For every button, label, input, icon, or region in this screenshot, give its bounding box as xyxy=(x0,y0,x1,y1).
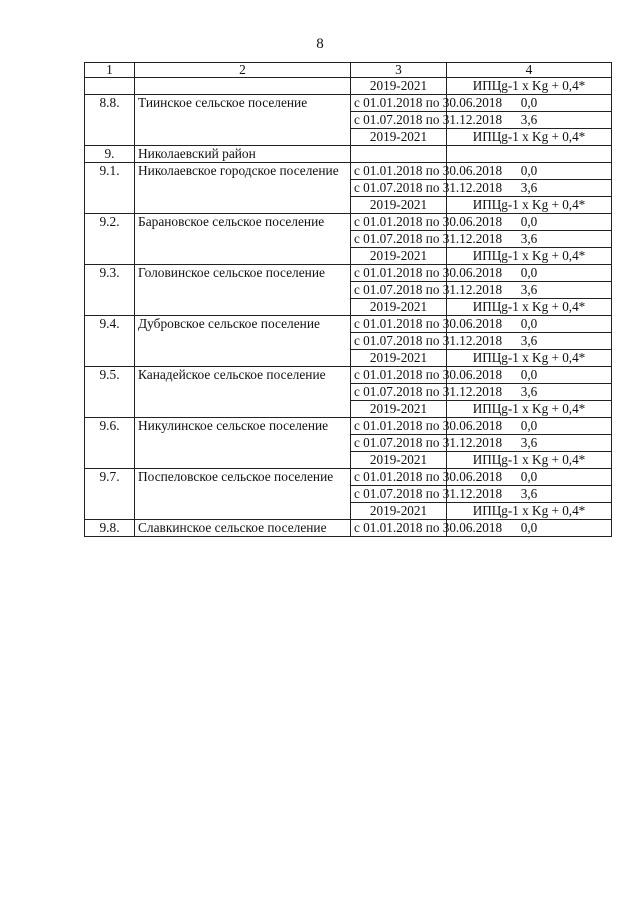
period-cell: с 01.07.2018 по 31.12.2018 xyxy=(351,384,447,401)
period-cell: с 01.07.2018 по 31.12.2018 xyxy=(351,435,447,452)
row-number-cell: 9.7. xyxy=(85,469,135,520)
value-cell: 3,6 xyxy=(447,486,612,503)
period-cell: 2019-2021 xyxy=(351,248,447,265)
value-cell: 3,6 xyxy=(447,231,612,248)
row-number-cell: 8.8. xyxy=(85,95,135,146)
value-cell xyxy=(447,146,612,163)
value-cell: ИПЦg-1 x Kg + 0,4* xyxy=(447,78,612,95)
table-row xyxy=(85,146,612,163)
period-cell: с 01.01.2018 по 30.06.2018 xyxy=(351,95,447,112)
row-name-cell: Славкинское сельское поселение xyxy=(135,520,351,537)
header-cell-4: 4 xyxy=(447,63,612,78)
row-number-cell: 9.3. xyxy=(85,265,135,316)
value-cell: 3,6 xyxy=(447,384,612,401)
row-number-cell: 9. xyxy=(85,146,135,163)
row-name-cell: Никулинское сельское поселение xyxy=(135,418,351,469)
row-name-cell: Николаевское городское поселение xyxy=(135,163,351,214)
table-row xyxy=(85,418,612,435)
period-cell xyxy=(351,146,447,163)
period-cell: с 01.01.2018 по 30.06.2018 xyxy=(351,163,447,180)
period-cell: 2019-2021 xyxy=(351,129,447,146)
continued-name-cell xyxy=(135,78,351,95)
table-row xyxy=(85,265,612,282)
period-cell: с 01.07.2018 по 31.12.2018 xyxy=(351,180,447,197)
value-cell: 0,0 xyxy=(447,520,612,537)
period-cell: 2019-2021 xyxy=(351,197,447,214)
period-cell: с 01.07.2018 по 31.12.2018 xyxy=(351,333,447,350)
period-cell: с 01.01.2018 по 30.06.2018 xyxy=(351,520,447,537)
header-cell-3: 3 xyxy=(351,63,447,78)
period-cell: с 01.01.2018 по 30.06.2018 xyxy=(351,265,447,282)
continued-num-cell xyxy=(85,78,135,95)
row-name-cell: Головинское сельское поселение xyxy=(135,265,351,316)
row-name-cell: Барановское сельское поселение xyxy=(135,214,351,265)
period-cell: с 01.01.2018 по 30.06.2018 xyxy=(351,367,447,384)
period-cell: с 01.07.2018 по 31.12.2018 xyxy=(351,486,447,503)
tariff-table xyxy=(84,62,612,537)
period-cell: с 01.01.2018 по 30.06.2018 xyxy=(351,469,447,486)
row-number-cell: 9.4. xyxy=(85,316,135,367)
period-cell: 2019-2021 xyxy=(351,452,447,469)
row-name-cell: Канадейское сельское поселение xyxy=(135,367,351,418)
period-cell: 2019-2021 xyxy=(351,299,447,316)
row-name-cell: Тиинское сельское поселение xyxy=(135,95,351,146)
value-cell: 0,0 xyxy=(447,367,612,384)
period-cell: 2019-2021 xyxy=(351,78,447,95)
value-cell: ИПЦg-1 x Kg + 0,4* xyxy=(447,350,612,367)
table-row xyxy=(85,316,612,333)
table-row xyxy=(85,214,612,231)
period-cell: 2019-2021 xyxy=(351,350,447,367)
value-cell: ИПЦg-1 x Kg + 0,4* xyxy=(447,299,612,316)
value-cell: ИПЦg-1 x Kg + 0,4* xyxy=(447,129,612,146)
value-cell: ИПЦg-1 x Kg + 0,4* xyxy=(447,248,612,265)
value-cell: 0,0 xyxy=(447,265,612,282)
period-cell: с 01.01.2018 по 30.06.2018 xyxy=(351,418,447,435)
value-cell: 0,0 xyxy=(447,95,612,112)
period-cell: с 01.07.2018 по 31.12.2018 xyxy=(351,231,447,248)
row-number-cell: 9.6. xyxy=(85,418,135,469)
row-number-cell: 9.8. xyxy=(85,520,135,537)
row-name-cell: Николаевский район xyxy=(135,146,351,163)
value-cell: ИПЦg-1 x Kg + 0,4* xyxy=(447,401,612,418)
period-cell: с 01.07.2018 по 31.12.2018 xyxy=(351,282,447,299)
value-cell: 3,6 xyxy=(447,435,612,452)
table-row xyxy=(85,469,612,486)
value-cell: ИПЦg-1 x Kg + 0,4* xyxy=(447,503,612,520)
table-header-row xyxy=(85,63,612,78)
period-cell: с 01.01.2018 по 30.06.2018 xyxy=(351,214,447,231)
row-number-cell: 9.5. xyxy=(85,367,135,418)
value-cell: 0,0 xyxy=(447,214,612,231)
value-cell: 3,6 xyxy=(447,282,612,299)
table-row xyxy=(85,163,612,180)
table-row xyxy=(85,95,612,112)
value-cell: 3,6 xyxy=(447,180,612,197)
value-cell: 0,0 xyxy=(447,469,612,486)
value-cell: 0,0 xyxy=(447,418,612,435)
table-row xyxy=(85,520,612,537)
row-name-cell: Поспеловское сельское поселение xyxy=(135,469,351,520)
header-cell-2: 2 xyxy=(135,63,351,78)
value-cell: 3,6 xyxy=(447,333,612,350)
value-cell: 3,6 xyxy=(447,112,612,129)
continued-row xyxy=(85,78,612,95)
table-row xyxy=(85,367,612,384)
row-number-cell: 9.1. xyxy=(85,163,135,214)
period-cell: с 01.01.2018 по 30.06.2018 xyxy=(351,316,447,333)
period-cell: 2019-2021 xyxy=(351,401,447,418)
value-cell: 0,0 xyxy=(447,163,612,180)
header-cell-1: 1 xyxy=(85,63,135,78)
period-cell: с 01.07.2018 по 31.12.2018 xyxy=(351,112,447,129)
row-name-cell: Дубровское сельское поселение xyxy=(135,316,351,367)
page-number: 8 xyxy=(316,36,324,52)
row-number-cell: 9.2. xyxy=(85,214,135,265)
value-cell: 0,0 xyxy=(447,316,612,333)
value-cell: ИПЦg-1 x Kg + 0,4* xyxy=(447,452,612,469)
value-cell: ИПЦg-1 x Kg + 0,4* xyxy=(447,197,612,214)
period-cell: 2019-2021 xyxy=(351,503,447,520)
